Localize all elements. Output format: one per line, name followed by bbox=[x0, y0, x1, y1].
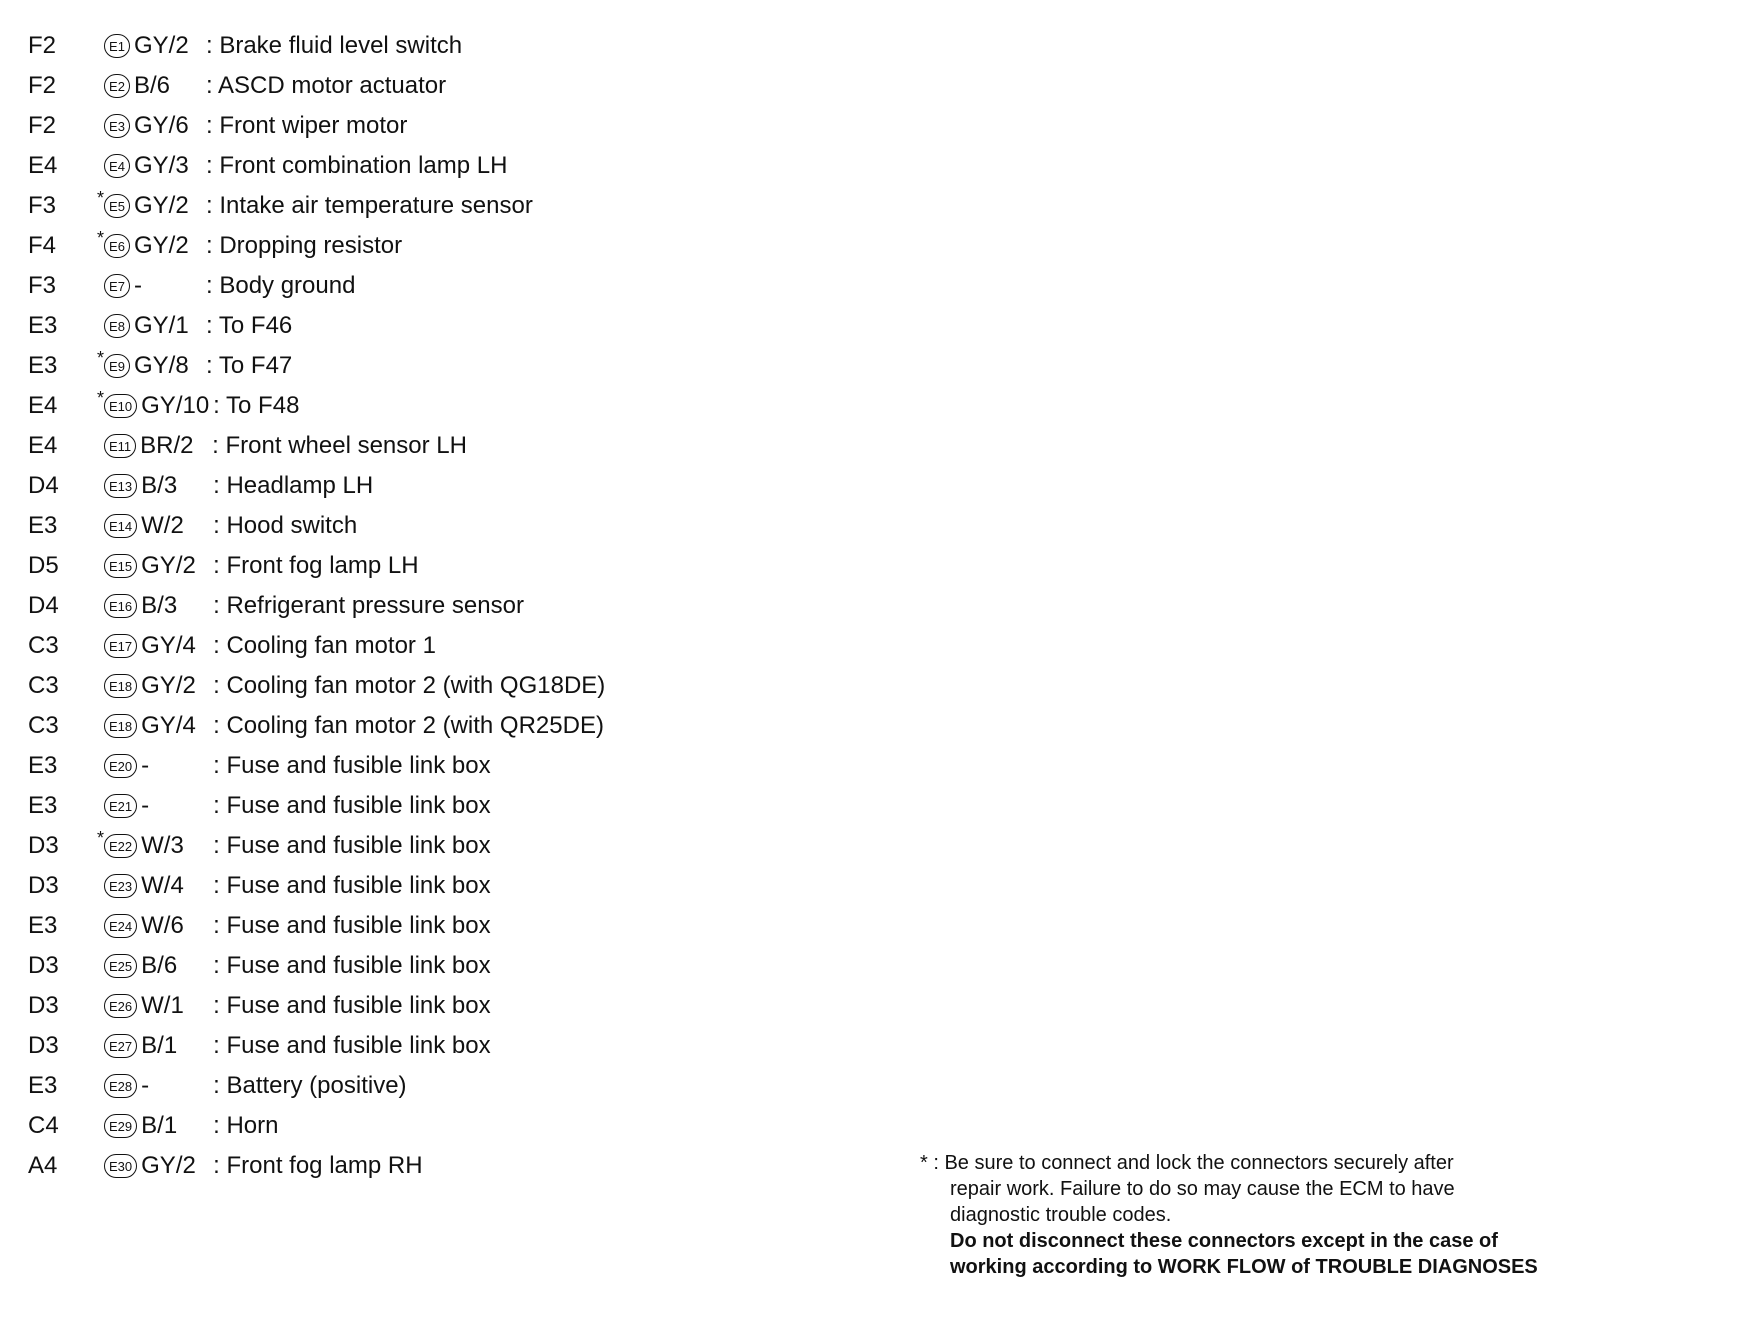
star-marker: * bbox=[96, 347, 104, 368]
grid-ref: C4 bbox=[28, 1112, 59, 1139]
grid-ref: E4 bbox=[28, 392, 58, 419]
terminal-code: GY/4 bbox=[141, 712, 196, 739]
terminal-code: - bbox=[141, 752, 150, 779]
connector-description: : ASCD motor actuator bbox=[206, 72, 447, 99]
grid-ref: F2 bbox=[28, 72, 57, 99]
connector-description: : Refrigerant pressure sensor bbox=[213, 592, 524, 619]
connector-row bbox=[28, 466, 605, 506]
connector-badge: E24 bbox=[104, 914, 137, 938]
grid-ref: D3 bbox=[28, 832, 59, 859]
connector-row bbox=[28, 746, 605, 786]
grid-ref: D5 bbox=[28, 552, 59, 579]
star-marker: * bbox=[96, 227, 104, 248]
terminal-code: B/1 bbox=[141, 1112, 178, 1139]
connector-description: : Intake air temperature sensor bbox=[206, 192, 533, 219]
terminal-code: GY/10 bbox=[141, 392, 210, 419]
connector-row bbox=[28, 706, 605, 746]
terminal-code: GY/3 bbox=[134, 152, 189, 179]
connector-row bbox=[28, 546, 605, 586]
note-line: repair work. Failure to do so may cause the ECM to have bbox=[950, 1178, 1455, 1200]
grid-ref: E3 bbox=[28, 752, 58, 779]
connector-description: : Front wheel sensor LH bbox=[212, 432, 467, 459]
connector-description: : Fuse and fusible link box bbox=[213, 952, 491, 979]
connector-badge: E26 bbox=[104, 994, 137, 1018]
terminal-code: GY/2 bbox=[134, 192, 189, 219]
connector-badge: E17 bbox=[104, 634, 137, 658]
connector-badge: E20 bbox=[104, 754, 137, 778]
terminal-code: W/1 bbox=[141, 992, 184, 1019]
connector-row bbox=[28, 1066, 605, 1106]
note-line: diagnostic trouble codes. bbox=[950, 1204, 1172, 1226]
connector-description: : Cooling fan motor 2 (with QR25DE) bbox=[213, 712, 604, 739]
connector-row bbox=[28, 186, 605, 226]
terminal-code: - bbox=[141, 1072, 150, 1099]
terminal-code: B/3 bbox=[141, 592, 178, 619]
connector-row bbox=[28, 986, 605, 1026]
terminal-code: W/4 bbox=[141, 872, 184, 899]
terminal-code: W/2 bbox=[141, 512, 184, 539]
connector-badge: E9 bbox=[104, 354, 130, 378]
connector-description: : Fuse and fusible link box bbox=[213, 1032, 491, 1059]
note-marker: * : bbox=[920, 1152, 939, 1174]
terminal-code: GY/2 bbox=[141, 1152, 196, 1179]
connector-badge: E6 bbox=[104, 234, 130, 258]
connector-badge: E22 bbox=[104, 834, 137, 858]
connector-badge: E30 bbox=[104, 1154, 137, 1178]
connector-badge: E13 bbox=[104, 474, 137, 498]
grid-ref: E4 bbox=[28, 432, 58, 459]
connector-badge: E1 bbox=[104, 34, 130, 58]
connector-row bbox=[28, 1106, 605, 1146]
star-marker: * bbox=[96, 187, 104, 208]
connector-row bbox=[28, 66, 605, 106]
grid-ref: D3 bbox=[28, 952, 59, 979]
connector-badge: E18 bbox=[104, 674, 137, 698]
connector-description: : Fuse and fusible link box bbox=[213, 832, 491, 859]
connector-row bbox=[28, 26, 605, 66]
connector-description: : Cooling fan motor 1 bbox=[213, 632, 436, 659]
terminal-code: W/6 bbox=[141, 912, 184, 939]
connector-description: : To F48 bbox=[213, 392, 300, 419]
connector-description: : Fuse and fusible link box bbox=[213, 872, 491, 899]
terminal-code: - bbox=[134, 272, 142, 299]
connector-badge: E7 bbox=[104, 274, 130, 298]
note-warning: Do not disconnect these connectors except in the case of bbox=[950, 1230, 1498, 1252]
connector-badge: E23 bbox=[104, 874, 137, 898]
connector-badge: E18 bbox=[104, 714, 137, 738]
connector-row bbox=[28, 626, 605, 666]
grid-ref: C3 bbox=[28, 632, 59, 659]
connector-row bbox=[28, 266, 605, 306]
connector-badge: E3 bbox=[104, 114, 130, 138]
connector-row bbox=[28, 426, 605, 466]
connector-description: : Dropping resistor bbox=[206, 232, 403, 259]
grid-ref: C3 bbox=[28, 712, 59, 739]
connector-description: : Fuse and fusible link box bbox=[213, 792, 491, 819]
footnote bbox=[920, 1150, 1538, 1280]
connector-row bbox=[28, 386, 605, 426]
connector-description: : Hood switch bbox=[213, 512, 358, 539]
terminal-code: GY/2 bbox=[134, 232, 189, 259]
connector-description: : Horn bbox=[213, 1112, 279, 1139]
connector-description: : Body ground bbox=[206, 272, 356, 299]
star-marker: * bbox=[96, 827, 104, 848]
connector-description: : Front combination lamp LH bbox=[206, 152, 508, 179]
terminal-code: B/6 bbox=[141, 952, 178, 979]
connector-row bbox=[28, 786, 605, 826]
connector-description: : Cooling fan motor 2 (with QG18DE) bbox=[213, 672, 606, 699]
terminal-code: B/6 bbox=[134, 72, 171, 99]
connector-description: : Battery (positive) bbox=[213, 1072, 407, 1099]
connector-row bbox=[28, 906, 605, 946]
connector-badge: E15 bbox=[104, 554, 137, 578]
terminal-code: GY/8 bbox=[134, 352, 189, 379]
grid-ref: E3 bbox=[28, 912, 58, 939]
grid-ref: A4 bbox=[28, 1152, 58, 1179]
terminal-code: - bbox=[141, 792, 150, 819]
terminal-code: GY/6 bbox=[134, 112, 189, 139]
connector-description: : Front wiper motor bbox=[206, 112, 408, 139]
grid-ref: F3 bbox=[28, 192, 57, 219]
grid-ref: D4 bbox=[28, 472, 59, 499]
connector-description: : To F47 bbox=[206, 352, 293, 379]
grid-ref: D3 bbox=[28, 872, 59, 899]
connector-description: : Brake fluid level switch bbox=[206, 32, 463, 59]
connector-badge: E14 bbox=[104, 514, 137, 538]
connector-badge: E21 bbox=[104, 794, 137, 818]
connector-row bbox=[28, 506, 605, 546]
connector-row bbox=[28, 666, 605, 706]
grid-ref: F3 bbox=[28, 272, 57, 299]
grid-ref: D3 bbox=[28, 992, 59, 1019]
connector-badge: E2 bbox=[104, 74, 130, 98]
connector-description: : Headlamp LH bbox=[213, 472, 374, 499]
connector-row bbox=[28, 146, 605, 186]
grid-ref: F4 bbox=[28, 232, 57, 259]
connector-description: : Front fog lamp RH bbox=[213, 1152, 423, 1179]
grid-ref: E3 bbox=[28, 512, 58, 539]
terminal-code: BR/2 bbox=[140, 432, 194, 459]
connector-badge: E4 bbox=[104, 154, 130, 178]
connector-badge: E16 bbox=[104, 594, 137, 618]
terminal-code: GY/2 bbox=[141, 672, 196, 699]
connector-badge: E11 bbox=[104, 434, 136, 458]
connector-row bbox=[28, 586, 605, 626]
terminal-code: B/1 bbox=[141, 1032, 178, 1059]
grid-ref: E4 bbox=[28, 152, 58, 179]
connector-badge: E5 bbox=[104, 194, 130, 218]
connector-badge: E25 bbox=[104, 954, 137, 978]
grid-ref: D4 bbox=[28, 592, 59, 619]
connector-row bbox=[28, 306, 605, 346]
terminal-code: GY/1 bbox=[134, 312, 189, 339]
connector-list-left bbox=[28, 26, 605, 1186]
note-warning: working according to WORK FLOW of TROUBLE DIAGNOSES bbox=[950, 1256, 1538, 1278]
terminal-code: W/3 bbox=[141, 832, 184, 859]
connector-row bbox=[28, 866, 605, 906]
note-line: Be sure to connect and lock the connectors securely after bbox=[944, 1152, 1454, 1174]
connector-badge: E10 bbox=[104, 394, 137, 418]
connector-row bbox=[28, 226, 605, 266]
grid-ref: F2 bbox=[28, 32, 57, 59]
terminal-code: GY/2 bbox=[141, 552, 196, 579]
grid-ref: C3 bbox=[28, 672, 59, 699]
connector-description: : Fuse and fusible link box bbox=[213, 752, 491, 779]
connector-description: : Front fog lamp LH bbox=[213, 552, 419, 579]
grid-ref: E3 bbox=[28, 312, 58, 339]
connector-badge: E27 bbox=[104, 1034, 137, 1058]
grid-ref: E3 bbox=[28, 352, 58, 379]
grid-ref: E3 bbox=[28, 1072, 58, 1099]
connector-row bbox=[28, 826, 605, 866]
connector-badge: E8 bbox=[104, 314, 130, 338]
connector-description: : Fuse and fusible link box bbox=[213, 992, 491, 1019]
star-marker: * bbox=[96, 387, 104, 408]
grid-ref: D3 bbox=[28, 1032, 59, 1059]
terminal-code: GY/4 bbox=[141, 632, 196, 659]
grid-ref: E3 bbox=[28, 792, 58, 819]
connector-row bbox=[28, 946, 605, 986]
connector-row bbox=[28, 346, 605, 386]
terminal-code: GY/2 bbox=[134, 32, 189, 59]
connector-description: : To F46 bbox=[206, 312, 293, 339]
connector-row bbox=[28, 106, 605, 146]
connector-row bbox=[28, 1026, 605, 1066]
connector-description: : Fuse and fusible link box bbox=[213, 912, 491, 939]
connector-row bbox=[28, 1146, 605, 1186]
terminal-code: B/3 bbox=[141, 472, 178, 499]
connector-badge: E29 bbox=[104, 1114, 137, 1138]
grid-ref: F2 bbox=[28, 112, 57, 139]
connector-badge: E28 bbox=[104, 1074, 137, 1098]
